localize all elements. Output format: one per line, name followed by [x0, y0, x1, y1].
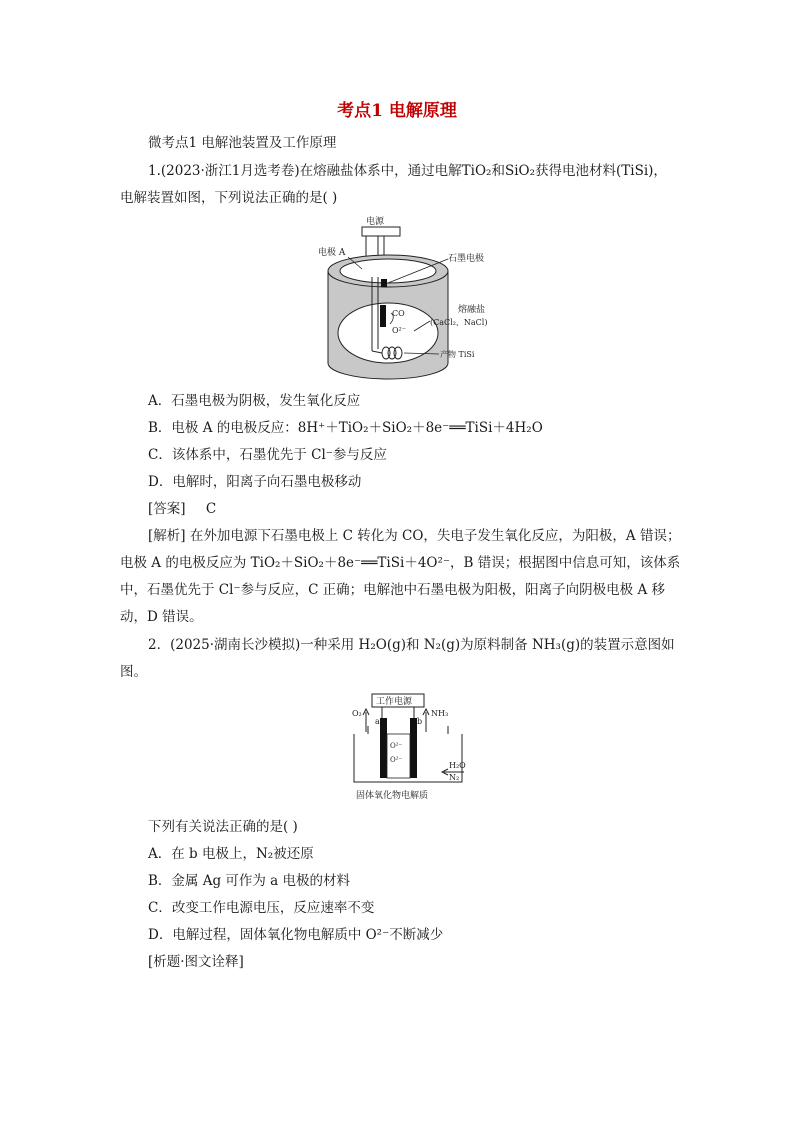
electrode-a-label: 电极 A — [318, 248, 346, 258]
electrode-b-label: b — [417, 717, 423, 726]
subsection-heading: 微考点1 电解池装置及工作原理 — [148, 135, 337, 151]
figure-caption: 固体氧化物电解质 — [356, 791, 429, 801]
q1-explanation-line3: 中，石墨优先于 Cl⁻参与反应，C 正确；电解池中石墨电极为阳极，阳离子向阴极电极 A 移 — [120, 582, 666, 598]
q1-explanation-line2: 电极 A 的电极反应为 TiO₂＋SiO₂＋8e⁻══TiSi＋4O²⁻，B 错误；根据图中信息可知，该体系 — [120, 555, 681, 571]
n2-label: N₂ — [449, 773, 460, 782]
q2-option-a: A．在 b 电极上，N₂被还原 — [148, 846, 314, 862]
q1-stem-line2: 电解装置如图，下列说法正确的是( ) — [120, 190, 338, 206]
power-source-box — [362, 227, 400, 236]
o2-ion-label: O²⁻ — [392, 326, 406, 335]
q2-question: 下列有关说法正确的是( ) — [148, 819, 298, 835]
q2-option-c: C．改变工作电源电压，反应速率不变 — [148, 900, 375, 916]
product-label: 产物 TiSi — [440, 350, 475, 359]
electrode-a-label: a — [375, 717, 380, 726]
power-label: 工作电源 — [376, 697, 413, 707]
graphite-top — [381, 279, 387, 287]
q1-option-a: A．石墨电极为阴极，发生氧化反应 — [148, 393, 361, 409]
graphite-electrode — [380, 305, 386, 327]
molten-salt-label: 熔融盐 — [458, 305, 486, 315]
ion-label-2: O²⁻ — [390, 756, 403, 764]
molten-salt-formula: (CaCl₂、NaCl) — [430, 318, 488, 327]
answer-label: [答案] — [148, 501, 186, 517]
nh3-label: NH₃ — [431, 709, 449, 718]
q1-answer — [148, 499, 216, 519]
h2o-label: H₂O — [449, 761, 466, 770]
answer-value: C — [205, 501, 217, 517]
graphite-label: 石墨电极 — [448, 254, 485, 264]
page-title: 考点1 电解原理 — [337, 101, 457, 121]
q2-stem-line2: 图。 — [120, 664, 147, 680]
q2-analysis-heading: [析题·图文诠释] — [148, 954, 244, 970]
q1-option-d: D．电解时，阳离子向石墨电极移动 — [148, 474, 362, 490]
co-label: CO — [392, 309, 405, 318]
q1-electrolysis-figure — [318, 213, 508, 381]
electrode-a — [380, 718, 387, 778]
ion-label-1: O²⁻ — [390, 742, 403, 750]
q2-stem-line1: 2．(2025·湖南长沙模拟)一种采用 H₂O(g)和 N₂(g)为原料制备 NH₃(g)的装置示意图如 — [148, 637, 675, 653]
electrode-b — [410, 718, 417, 778]
q1-stem-line1: 1.(2023·浙江1月选考卷)在熔融盐体系中，通过电解TiO₂和SiO₂获得电池材料(TiSi)， — [148, 163, 667, 179]
q2-electrolysis-figure — [352, 690, 482, 805]
q1-option-b: B．电极 A 的电极反应：8H⁺＋TiO₂＋SiO₂＋8e⁻══TiSi＋4H₂O — [148, 420, 543, 436]
q2-option-b: B．金属 Ag 可作为 a 电极的材料 — [148, 873, 351, 889]
q1-option-c: C．该体系中，石墨优先于 Cl⁻参与反应 — [148, 447, 387, 463]
o2-gas-label: O₂ — [352, 709, 362, 718]
power-label: 电源 — [366, 217, 385, 227]
q2-option-d: D．电解过程，固体氧化物电解质中 O²⁻不断减少 — [148, 927, 444, 943]
q1-explanation-line4: 动，D 错误。 — [120, 609, 203, 625]
q1-explanation-line1: [解析] 在外加电源下石墨电极上 C 转化为 CO，失电子发生氧化反应，为阳极，A 错误； — [148, 528, 681, 544]
